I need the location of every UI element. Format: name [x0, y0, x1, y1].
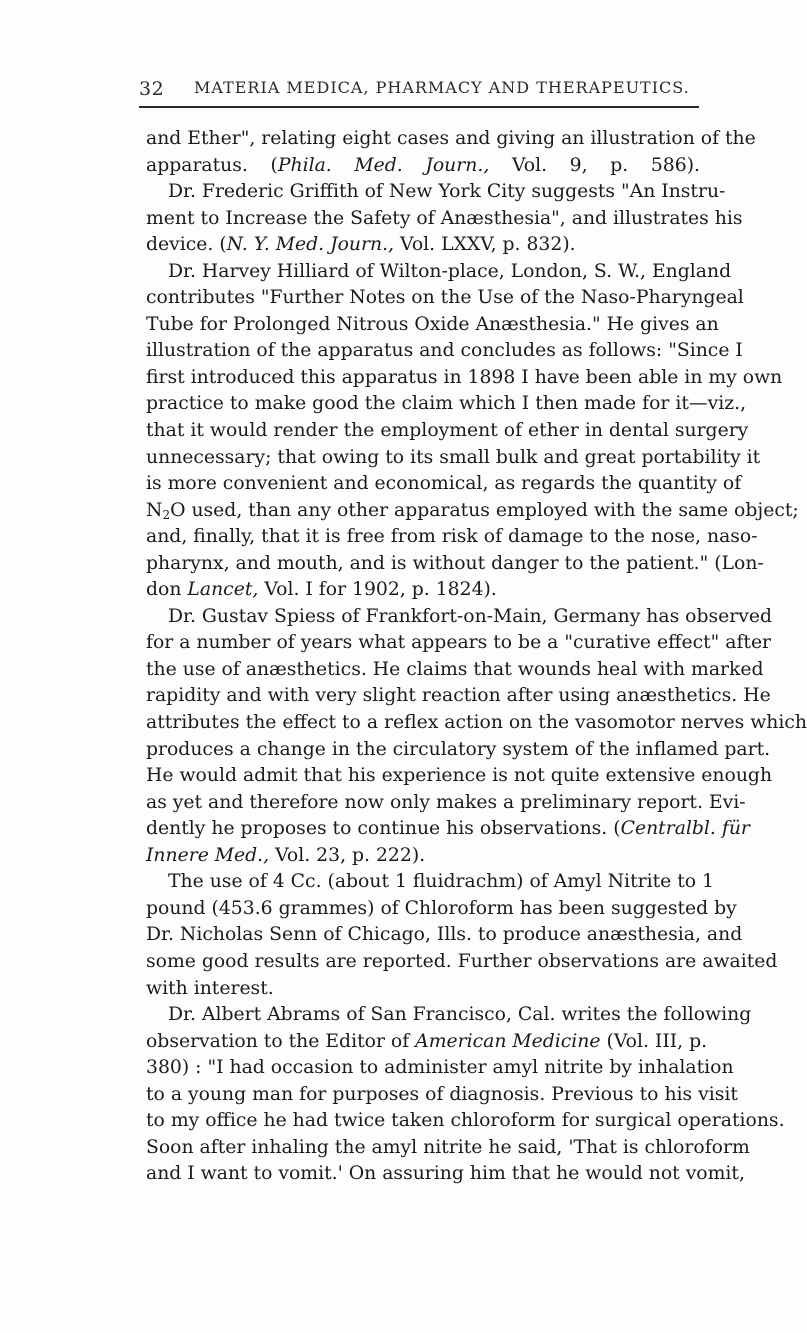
- text-line: device. (N. Y. Med. Journ., Vol. LXXV, p. 832).: [146, 234, 576, 256]
- text-line: contributes "Further Notes on the Use of the Naso-Pharyngeal: [146, 287, 744, 309]
- text-line: 380) : "I had occasion to administer amyl nitrite by inhalation: [146, 1057, 734, 1079]
- text-line: Dr. Gustav Spiess of Frankfort-on-Main, Germany has observed: [168, 605, 772, 627]
- text-line: Dr. Nicholas Senn of Chicago, Ills. to produce anæsthesia, and: [146, 924, 743, 946]
- text-line: dently he proposes to continue his observations. (Centralbl. für: [146, 818, 750, 840]
- text-line: rapidity and with very slight reaction after using anæsthetics. He: [146, 685, 771, 707]
- text-line: Soon after inhaling the amyl nitrite he said, 'That is chloroform: [146, 1136, 750, 1158]
- text-line: that it would render the employment of ether in dental surgery: [146, 420, 749, 442]
- text-line: observation to the Editor of American Medicine (Vol. III, p.: [146, 1030, 708, 1052]
- text-line: as yet and therefore now only makes a preliminary report. Evi-: [146, 791, 746, 813]
- text-line: the use of anæsthetics. He claims that wounds heal with marked: [146, 658, 764, 680]
- page-header: [139, 78, 699, 108]
- text-line: Dr. Harvey Hilliard of Wilton-place, London, S. W., England: [168, 260, 732, 282]
- text-line: attributes the effect to a reflex action on the vasomotor nerves which: [146, 712, 807, 734]
- text-line: first introduced this apparatus in 1898 I have been able in my own: [146, 366, 783, 388]
- text-line: pharynx, and mouth, and is without danger to the patient." (Lon-: [146, 552, 764, 574]
- text-line: The use of 4 Cc. (about 1 fluidrachm) of Amyl Nitrite to 1: [168, 871, 715, 893]
- text-line: some good results are reported. Further observations are awaited: [146, 950, 778, 972]
- page-number: 32: [139, 78, 165, 100]
- text-line: and, finally, that it is free from risk of damage to the nose, naso-: [146, 526, 758, 548]
- text-line: Dr. Albert Abrams of San Francisco, Cal. writes the following: [168, 1004, 752, 1026]
- text-line: produces a change in the circulatory system of the inflamed part.: [146, 738, 771, 760]
- text-line: Innere Med., Vol. 23, p. 222).: [146, 844, 426, 866]
- text-line: illustration of the apparatus and concludes as follows: "Since I: [146, 340, 743, 362]
- text-line: apparatus. (Phila. Med. Journ., Vol. 9, p. 586).: [146, 154, 700, 176]
- text-line: pound (453.6 grammes) of Chloroform has been suggested by: [146, 897, 737, 919]
- body-text: [146, 126, 807, 1188]
- text-line: and Ether", relating eight cases and giving an illustration of the: [146, 128, 756, 149]
- text-line: for a number of years what appears to be a "curative effect" after: [146, 632, 772, 654]
- text-line: don Lancet, Vol. I for 1902, p. 1824).: [146, 579, 497, 601]
- text-line: is more convenient and economical, as regards the quantity of: [146, 473, 742, 495]
- running-head: MATERIA MEDICA, PHARMACY AND THERAPEUTICS.: [194, 78, 690, 97]
- text-line: $N_2O$ used, than any other apparatus employed with the same object;: [146, 499, 799, 522]
- text-line: He would admit that his experience is not quite extensive enough: [146, 765, 773, 787]
- text-line: ment to Increase the Safety of Anæsthesia", and illustrates his: [146, 207, 743, 229]
- text-line: and I want to vomit.' On assuring him that he would not vomit,: [146, 1163, 745, 1185]
- text-line: Tube for Prolonged Nitrous Oxide Anæsthesia." He gives an: [146, 313, 719, 335]
- text-line: unnecessary; that owing to its small bulk and great portability it: [146, 446, 761, 468]
- text-line: Dr. Frederic Griffith of New York City suggests "An Instru-: [168, 181, 726, 203]
- text-line: to my office he had twice taken chloroform for surgical operations.: [146, 1110, 785, 1132]
- text-line: practice to make good the claim which I then made for it—viz.,: [146, 393, 747, 415]
- text-line: with interest.: [146, 977, 274, 999]
- text-line: to a young man for purposes of diagnosis. Previous to his visit: [146, 1083, 738, 1105]
